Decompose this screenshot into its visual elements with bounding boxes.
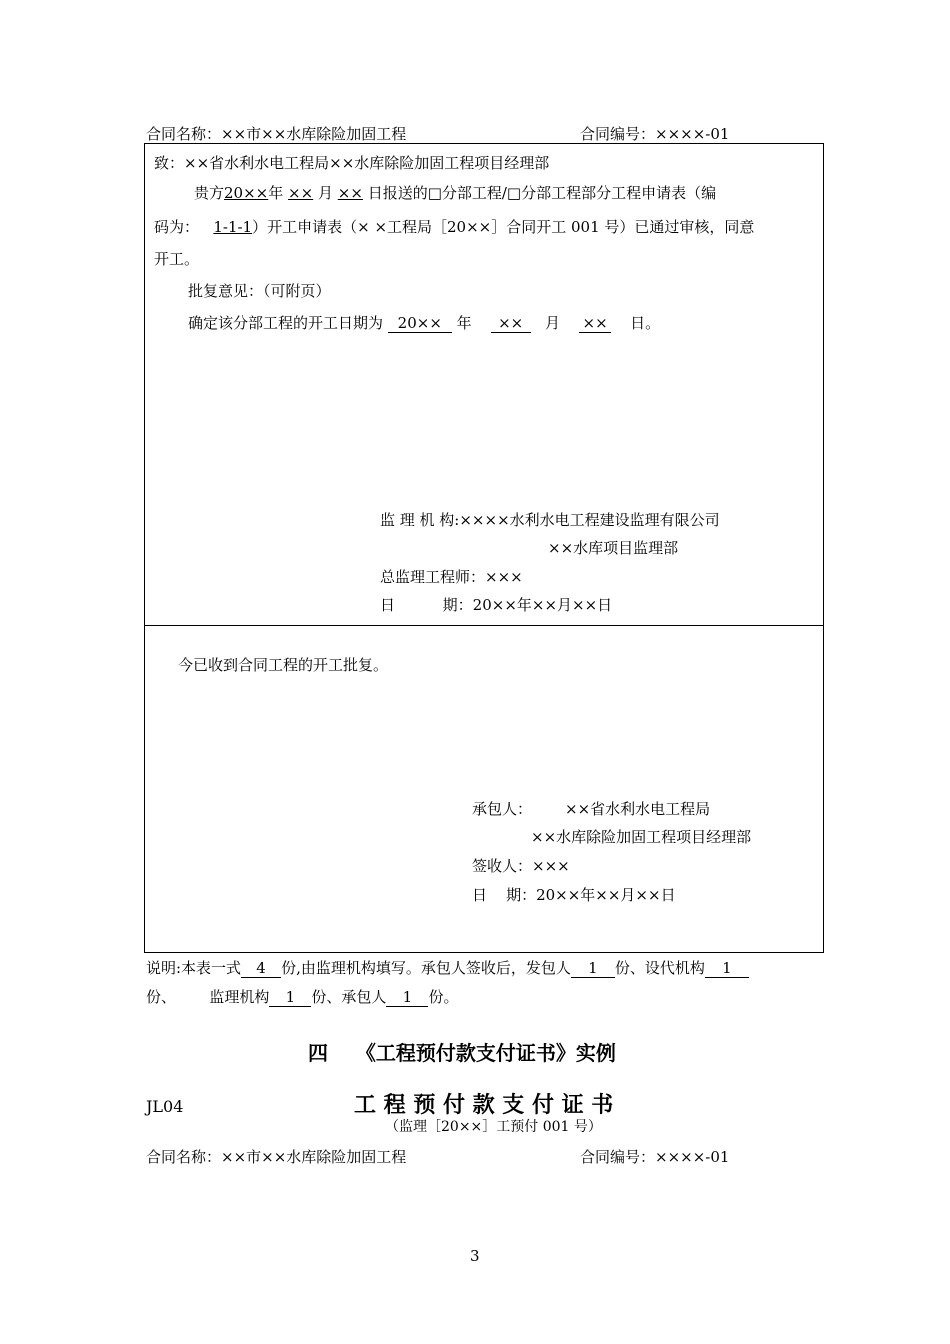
section-heading: 四 《工程预付款支付证书》实例 (308, 1041, 616, 1065)
submit-day: ×× (337, 184, 363, 202)
start-year: 20×× (388, 316, 452, 333)
body-text: ）开工申请表（× ×工程局［20××］合同开工 001 号）已通过审核，同意 (252, 218, 755, 236)
copies-contractor: 1 (386, 990, 428, 1007)
form-code: JL04 (146, 1097, 184, 1116)
start-month-suffix: 月 (544, 314, 560, 332)
application-code: 1-1-1 (213, 218, 253, 236)
note-line2 (146, 990, 458, 1007)
note-text: 监理机构 (209, 988, 270, 1006)
note-line1 (146, 961, 749, 978)
copies-supervisor: 1 (269, 990, 311, 1007)
approval-date: 日 期：20××年××月××日 (380, 596, 613, 614)
note-text: 份,由监理机构填写。承包人签收后，发包人 (281, 959, 571, 977)
start-date-line (188, 316, 660, 333)
year-suffix: 年 (268, 184, 284, 202)
approval-body-line3: 开工。 (154, 250, 200, 268)
receipt-signer: 签收人：××× (472, 857, 570, 875)
form-subtitle: （监理［20××］工预付 001 号） (385, 1119, 602, 1135)
start-day-suffix: 日。 (630, 314, 661, 332)
start-month: ×× (491, 316, 531, 333)
contract-name-2: 合同名称：××市××水库除险加固工程 (146, 1148, 407, 1166)
supervision-department: ××水库项目监理部 (548, 539, 679, 557)
approval-recipient: 致：××省水利水电工程局××水库除险加固工程项目经理部 (154, 154, 550, 172)
start-year-suffix: 年 (456, 314, 472, 332)
form-divider (144, 625, 824, 626)
start-prefix: 确定该分部工程的开工日期为 (188, 314, 384, 332)
month-suffix: 月 (317, 184, 333, 202)
note-text: 份。 (428, 988, 459, 1006)
contract-number-2: 合同编号：××××-01 (580, 1148, 730, 1166)
body-text: 码为： (154, 218, 200, 236)
note-text: 说明:本表一式 (146, 959, 242, 977)
supervision-agency: 监 理 机 构:××××水利水电工程建设监理有限公司 (380, 511, 720, 529)
receipt-text: 今已收到合同工程的开工批复。 (178, 656, 389, 674)
note-text: 份、 (146, 988, 177, 1006)
contractor-name: ××省水利水电工程局 (565, 800, 711, 818)
contract-number: 合同编号：××××-01 (580, 125, 730, 143)
note-text: 份、承包人 (311, 988, 387, 1006)
submit-year: 20×× (224, 184, 269, 202)
copies-owner: 1 (571, 961, 615, 978)
approval-body-line1 (194, 186, 716, 201)
approval-opinion: 批复意见：（可附页） (188, 282, 331, 300)
receipt-date: 日 期：20××年××月××日 (472, 886, 676, 904)
start-day: ×× (579, 316, 611, 333)
copies-total: 4 (241, 961, 281, 978)
body-text: 日报送的□分部工程/□分部工程部分工程申请表（编 (367, 184, 717, 202)
contract-name: 合同名称：××市××水库除险加固工程 (146, 125, 407, 143)
copies-design: 1 (705, 961, 749, 978)
body-text: 贵方 (194, 184, 225, 202)
approval-body-line2 (154, 220, 754, 235)
form-title: 工 程 预 付 款 支 付 证 书 (354, 1092, 614, 1118)
chief-engineer: 总监理工程师：××× (380, 568, 523, 586)
page-number: 3 (470, 1247, 480, 1265)
submit-month: ×× (288, 184, 314, 202)
contractor-label: 承包人： (472, 800, 533, 818)
contractor-department: ××水库除险加固工程项目经理部 (531, 828, 752, 846)
note-text: 份、设代机构 (614, 959, 705, 977)
